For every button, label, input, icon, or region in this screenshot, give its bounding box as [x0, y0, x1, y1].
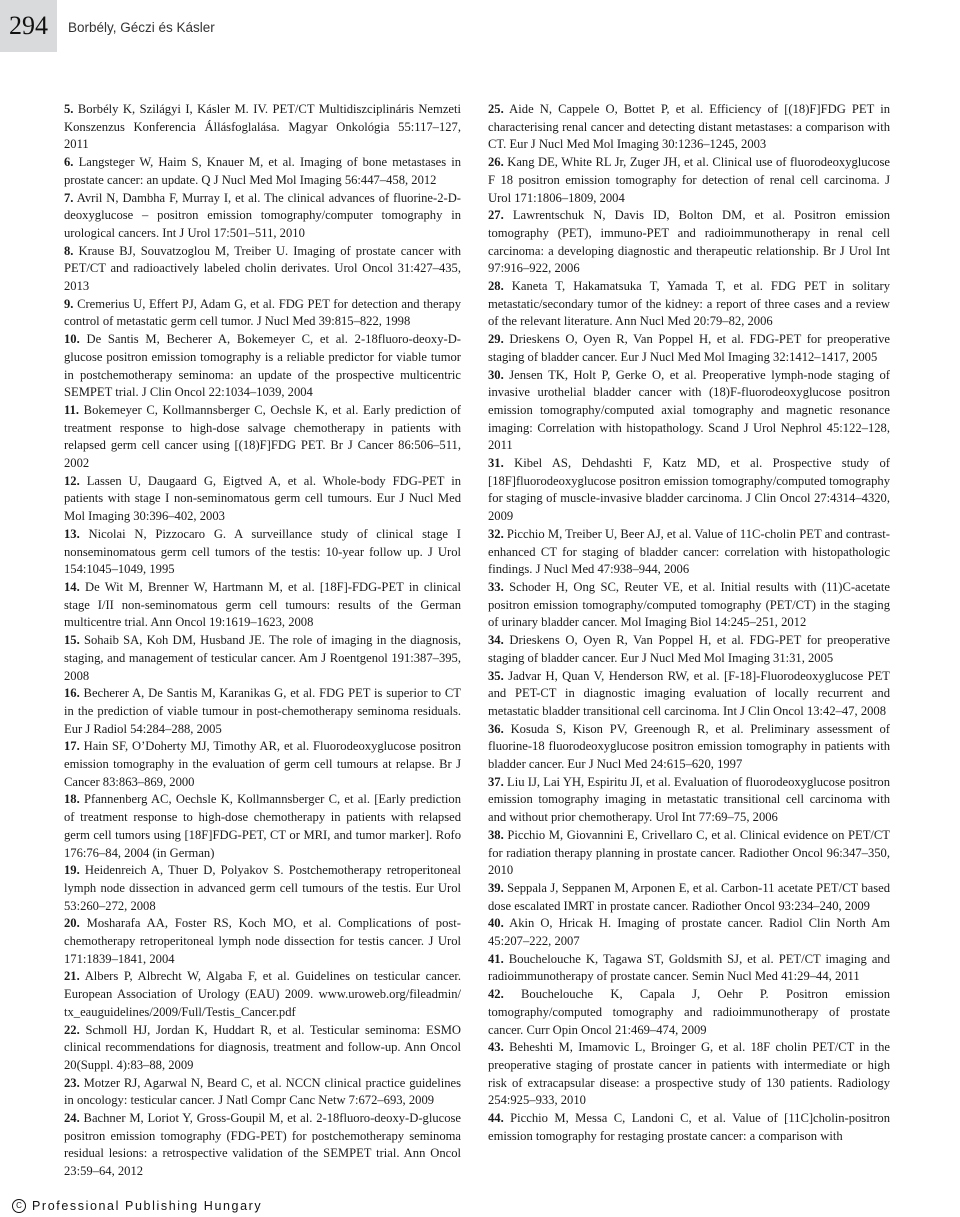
reference-number: 38.: [488, 827, 504, 842]
reference-item: [488, 101, 890, 154]
reference-number: 34.: [488, 633, 504, 648]
reference-item: [488, 1110, 890, 1145]
reference-number: 6.: [64, 155, 74, 170]
reference-text: Albers P, Albrecht W, Algaba F, et al. Guidelines on testicular cancer. European Association of Urology (EAU) 2009. www.uroweb.org/fileadmin/ tx_eauguidelines/2009/Full/Testis_Cancer.pdf: [64, 969, 461, 1019]
reference-item: [488, 721, 890, 774]
reference-item: [488, 207, 890, 278]
reference-number: 44.: [488, 1111, 504, 1126]
reference-item: [64, 243, 461, 296]
reference-text: Picchio M, Messa C, Landoni C, et al. Value of [11C]cholin-positron emission tomography for restaging prostate cancer: a comparison with: [488, 1111, 890, 1143]
page-footer: [12, 1199, 262, 1213]
reference-number: 17.: [64, 739, 80, 754]
left-column-references: [64, 101, 461, 1181]
reference-text: Picchio M, Treiber U, Beer AJ, et al. Value of 11C-cholin PET and contrast-enhanced CT for staging of bladder cancer: correlation with histopathologic findings. J Nucl Med 47:938–944, 2006: [488, 526, 890, 577]
reference-number: 41.: [488, 951, 504, 966]
reference-number: 5.: [64, 102, 74, 116]
reference-text: Picchio M, Giovannini E, Crivellaro C, et al. Clinical evidence on PET/CT for radiation therapy planning in prostate cancer. Radiother Oncol 96:347–350, 2010: [488, 827, 890, 878]
reference-text: Drieskens O, Oyen R, Van Poppel H, et al. FDG-PET for preoperative staging of bladder cancer. Eur J Nucl Med Mol Imaging 31:31, 2005: [488, 633, 890, 665]
reference-text: Schmoll HJ, Jordan K, Huddart R, et al. Testicular seminoma: ESMO clinical recommendations for diagnosis, treatment and follow-up. Ann Oncol 20(Suppl. 4):83–88, 2009: [64, 1022, 461, 1072]
reference-number: 10.: [64, 332, 80, 347]
reference-text: Langsteger W, Haim S, Knauer M, et al. Imaging of bone metastases in prostate cancer: an update. Q J Nucl Med Mol Imaging 56:447–458, 2012: [64, 155, 461, 187]
reference-number: 22.: [64, 1022, 80, 1037]
reference-item: [64, 791, 461, 862]
reference-text: Kosuda S, Kison PV, Greenough R, et al. Preliminary assessment of fluorine-18 fluorodeoxyglucose positron emission tomography in patients with bladder cancer. Eur J Nucl Med 24:615–620, 1997: [488, 721, 890, 772]
reference-item: [64, 1110, 461, 1181]
reference-number: 26.: [488, 155, 504, 170]
reference-number: 9.: [64, 296, 74, 311]
reference-number: 19.: [64, 863, 80, 878]
reference-item: [64, 632, 461, 685]
reference-item: [488, 951, 890, 986]
reference-item: [64, 296, 461, 331]
reference-item: [488, 278, 890, 331]
reference-text: De Wit M, Brenner W, Hartmann M, et al. [18F]-FDG-PET in clinical stage I/II non-seminomatous germ cell tumours: results of the German multicentre trial. Ann Oncol 19:1619–1623, 2008: [64, 579, 461, 630]
reference-item: [488, 827, 890, 880]
reference-text: Heidenreich A, Thuer D, Polyakov S. Postchemotherapy retroperitoneal lymph node dissection in advanced germ cell tumours of the testis. Eur Urol 53:260–272, 2008: [64, 863, 461, 913]
reference-text: Bachner M, Loriot Y, Gross-Goupil M, et al. 2-18fluoro-deoxy-D-glucose positron emission tomography (FDG-PET) for postchemotherapy seminoma residual lesions: a retrospective validation of the SEMPET trial. Ann Oncol 23:59–64, 2012: [64, 1111, 461, 1179]
reference-item: [488, 1039, 890, 1110]
reference-number: 20.: [64, 916, 80, 931]
reference-number: 33.: [488, 579, 504, 594]
reference-item: [64, 862, 461, 915]
reference-item: [488, 367, 890, 456]
reference-text: Kang DE, White RL Jr, Zuger JH, et al. Clinical use of fluorodeoxyglucose F 18 positron emission tomography for detection of renal cell carcinoma. J Urol 171:1806–1809, 2004: [488, 155, 890, 205]
reference-text: Lawrentschuk N, Davis ID, Bolton DM, et al. Positron emission tomography (PET), immuno-PET and radioimmunotherapy in renal cell carcinoma: a developing diagnostic and therapeutic relationship. Br J Urol Int 97:916–922, 2006: [488, 208, 890, 276]
reference-number: 36.: [488, 721, 504, 736]
reference-item: [64, 402, 461, 473]
reference-number: 31.: [488, 456, 504, 471]
reference-item: [64, 1075, 461, 1110]
reference-text: Mosharafa AA, Foster RS, Koch MO, et al. Complications of post-chemotherapy retroperitoneal lymph node dissection for testis cancer. J Urol 171:1839–1841, 2004: [64, 916, 461, 966]
reference-item: [488, 526, 890, 579]
reference-item: [64, 915, 461, 968]
reference-text: Kibel AS, Dehdashti F, Katz MD, et al. Prospective study of [18F]fluorodeoxyglucose positron emission tomography/computed tomography for staging of muscle-invasive bladder carcinoma. J Clin Oncol 27:4314–4320, 2009: [488, 456, 890, 524]
reference-text: Schoder H, Ong SC, Reuter VE, et al. Initial results with (11)C-acetate positron emission tomography/computed tomography (PET/CT) in the staging of urinary bladder cancer. Mol Imaging Biol 14:245–251, 2012: [488, 579, 890, 630]
publisher-name: Professional Publishing Hungary: [32, 1199, 263, 1213]
reference-number: 8.: [64, 243, 74, 258]
reference-item: [488, 915, 890, 950]
reference-text: Hain SF, O’Doherty MJ, Timothy AR, et al. Fluorodeoxyglucose positron emission tomography in the evaluation of germ cell tumours at relapse. Br J Cancer 83:863–869, 2000: [64, 739, 461, 789]
reference-number: 42.: [488, 987, 504, 1002]
reference-item: [64, 473, 461, 526]
right-column-references: [488, 101, 890, 1145]
page-number-box: [0, 0, 57, 52]
reference-item: [488, 154, 890, 207]
reference-text: Bouchelouche K, Capala J, Oehr P. Positron emission tomography/computed tomography and radioimmunotherapy of prostate cancer. Curr Opin Oncol 21:469–474, 2009: [488, 987, 890, 1037]
reference-text: Lassen U, Daugaard G, Eigtved A, et al. Whole-body FDG-PET in patients with stage I non-seminomatous germ cell tumours. Eur J Nucl Med Mol Imaging 30:396–402, 2003: [64, 473, 461, 524]
reference-number: 35.: [488, 668, 504, 683]
reference-item: [488, 880, 890, 915]
reference-item: [64, 685, 461, 738]
reference-item: [488, 774, 890, 827]
reference-item: [64, 154, 461, 189]
reference-text: Becherer A, De Santis M, Karanikas G, et al. FDG PET is superior to CT in the prediction of viable tumour in post-chemotherapy seminoma residuals. Eur J Radiol 54:284–288, 2005: [64, 686, 461, 736]
reference-item: [488, 986, 890, 1039]
page-header: [0, 0, 960, 52]
reference-number: 11.: [64, 402, 80, 417]
reference-text: Jensen TK, Holt P, Gerke O, et al. Preoperative lymph-node staging of invasive urothelial bladder cancer with (18)F-fluorodeoxyglucose positron emission tomography/computed axial tomography and magnetic resonance imaging: Correlation with histopathology. Scand J Urol Nephrol 45:122–128, 2011: [488, 367, 890, 453]
reference-number: 32.: [488, 526, 504, 541]
reference-text: Jadvar H, Quan V, Henderson RW, et al. [F-18]-Fluorodeoxyglucose PET and PET-CT in diagnostic imaging evaluation of locally recurrent and metastatic bladder transitional cell carcinoma. Int J Clin Oncol 13:42–47, 2008: [488, 668, 890, 718]
reference-number: 12.: [64, 473, 80, 488]
reference-item: [488, 668, 890, 721]
running-head: Borbély, Géczi és Kásler: [68, 20, 215, 35]
reference-text: Nicolai N, Pizzocaro G. A surveillance study of clinical stage I nonseminomatous germ cell tumors of the testis: 10-year follow up. J Urol 154:1045–1049, 1995: [64, 526, 461, 577]
reference-number: 37.: [488, 774, 504, 789]
reference-number: 18.: [64, 792, 80, 807]
reference-item: [64, 331, 461, 402]
reference-item: [488, 331, 890, 366]
reference-number: 27.: [488, 208, 504, 223]
reference-number: 30.: [488, 367, 504, 382]
reference-text: Bouchelouche K, Tagawa ST, Goldsmith SJ, et al. PET/CT imaging and radioimmunotherapy of prostate cancer. Semin Nucl Med 41:29–44, 2011: [488, 951, 890, 984]
reference-text: Borbély K, Szilágyi I, Kásler M. IV. PET/CT Multidiszciplináris Nemzeti Konszenzus Konferencia Állásfoglalása. Magyar Onkológia 55:117–127, 2011: [64, 102, 461, 152]
copyright-icon: C: [12, 1199, 26, 1213]
reference-text: Motzer RJ, Agarwal N, Beard C, et al. NCCN clinical practice guidelines in oncology: testicular cancer. J Natl Compr Canc Netw 7:672–693, 2009: [64, 1075, 461, 1108]
reference-text: Cremerius U, Effert PJ, Adam G, et al. FDG PET for detection and therapy control of metastatic germ cell tumor. J Nucl Med 39:815–822, 1998: [64, 296, 461, 329]
reference-item: [64, 526, 461, 579]
reference-text: Seppala J, Seppanen M, Arponen E, et al. Carbon-11 acetate PET/CT based dose escalated IMRT in prostate cancer. Radiother Oncol 93:234–240, 2009: [488, 880, 890, 913]
reference-number: 13.: [64, 526, 80, 541]
reference-text: Sohaib SA, Koh DM, Husband JE. The role of imaging in the diagnosis, staging, and management of testicular cancer. Am J Roentgenol 191:387–395, 2008: [64, 633, 461, 683]
reference-number: 16.: [64, 686, 80, 701]
reference-item: [488, 632, 890, 667]
reference-text: Avril N, Dambha F, Murray I, et al. The clinical advances of fluorine-2-D-deoxyglucose – positron emission tomography/computer tomography in urological cancers. Int J Urol 17:501–511, 2010: [64, 190, 461, 240]
reference-number: 39.: [488, 880, 504, 895]
reference-text: Krause BJ, Souvatzoglou M, Treiber U. Imaging of prostate cancer with PET/CT and radioactively labeled cholin derivates. Urol Oncol 31:427–435, 2013: [64, 243, 461, 294]
reference-item: [488, 579, 890, 632]
reference-text: Akin O, Hricak H. Imaging of prostate cancer. Radiol Clin North Am 45:207–222, 2007: [488, 916, 890, 949]
reference-text: Pfannenberg AC, Oechsle K, Kollmannsberger C, et al. [Early prediction of treatment response to high-dose chemotherapy in patients with relapsed germ cell tumors using [18F]FDG-PET, CT or MRI, and tumor marker]. Rofo 176:76–84, 2004 (in German): [64, 792, 461, 860]
reference-number: 23.: [64, 1075, 80, 1090]
reference-number: 29.: [488, 332, 504, 347]
reference-item: [64, 579, 461, 632]
reference-text: Kaneta T, Hakamatsuka T, Yamada T, et al. FDG PET in solitary metastatic/secondary tumor of the kidney: a report of three cases and a review of the relevant literature. Ann Nucl Med 20:79–82, 2006: [488, 279, 890, 329]
reference-number: 25.: [488, 102, 504, 116]
reference-item: [64, 968, 461, 1021]
reference-text: Beheshti M, Imamovic L, Broinger G, et al. 18F cholin PET/CT in the preoperative staging of prostate cancer in patients with intermediate or high risk of extracapsular disease: a prospective study of 130 patients. Radiology 254:925–933, 2010: [488, 1040, 890, 1108]
reference-number: 7.: [64, 190, 74, 205]
page-number: 294: [9, 11, 48, 40]
reference-number: 14.: [64, 579, 80, 594]
reference-item: [64, 738, 461, 791]
reference-item: [64, 190, 461, 243]
reference-number: 24.: [64, 1111, 80, 1126]
reference-number: 43.: [488, 1040, 504, 1055]
reference-text: Drieskens O, Oyen R, Van Poppel H, et al. FDG-PET for preoperative staging of bladder cancer. Eur J Nucl Med Mol Imaging 32:1412–1417, 2005: [488, 332, 890, 364]
reference-number: 40.: [488, 916, 504, 931]
reference-text: De Santis M, Becherer A, Bokemeyer C, et al. 2-18fluoro-deoxy-D-glucose positron emission tomography is a reliable predictor for viable tumor in postchemotherapy seminoma: an update of the prospective multicentric SEMPET trial. J Clin Oncol 22:1034–1039, 2004: [64, 332, 461, 400]
reference-text: Aide N, Cappele O, Bottet P, et al. Efficiency of [(18)F]FDG PET in characterising renal cancer and detecting distant metastases: a comparison with CT. Eur J Nucl Med Mol Imaging 30:1236–1245, 2003: [488, 102, 890, 152]
reference-number: 21.: [64, 969, 80, 984]
reference-number: 15.: [64, 633, 80, 648]
reference-text: Bokemeyer C, Kollmannsberger C, Oechsle K, et al. Early prediction of treatment response to high-dose salvage chemotherapy in patients with relapsed germ cell cancer using [(18)F]FDG PET. Br J Cancer 86:506–511, 2002: [64, 402, 461, 471]
reference-item: [64, 1022, 461, 1075]
reference-number: 28.: [488, 279, 504, 294]
reference-item: [488, 455, 890, 526]
reference-item: [64, 101, 461, 154]
reference-text: Liu IJ, Lai YH, Espiritu JI, et al. Evaluation of fluorodeoxyglucose positron emission tomography imaging in metastatic transitional cell carcinoma with and without prior chemotherapy. Urol Int 77:69–75, 2006: [488, 774, 890, 825]
